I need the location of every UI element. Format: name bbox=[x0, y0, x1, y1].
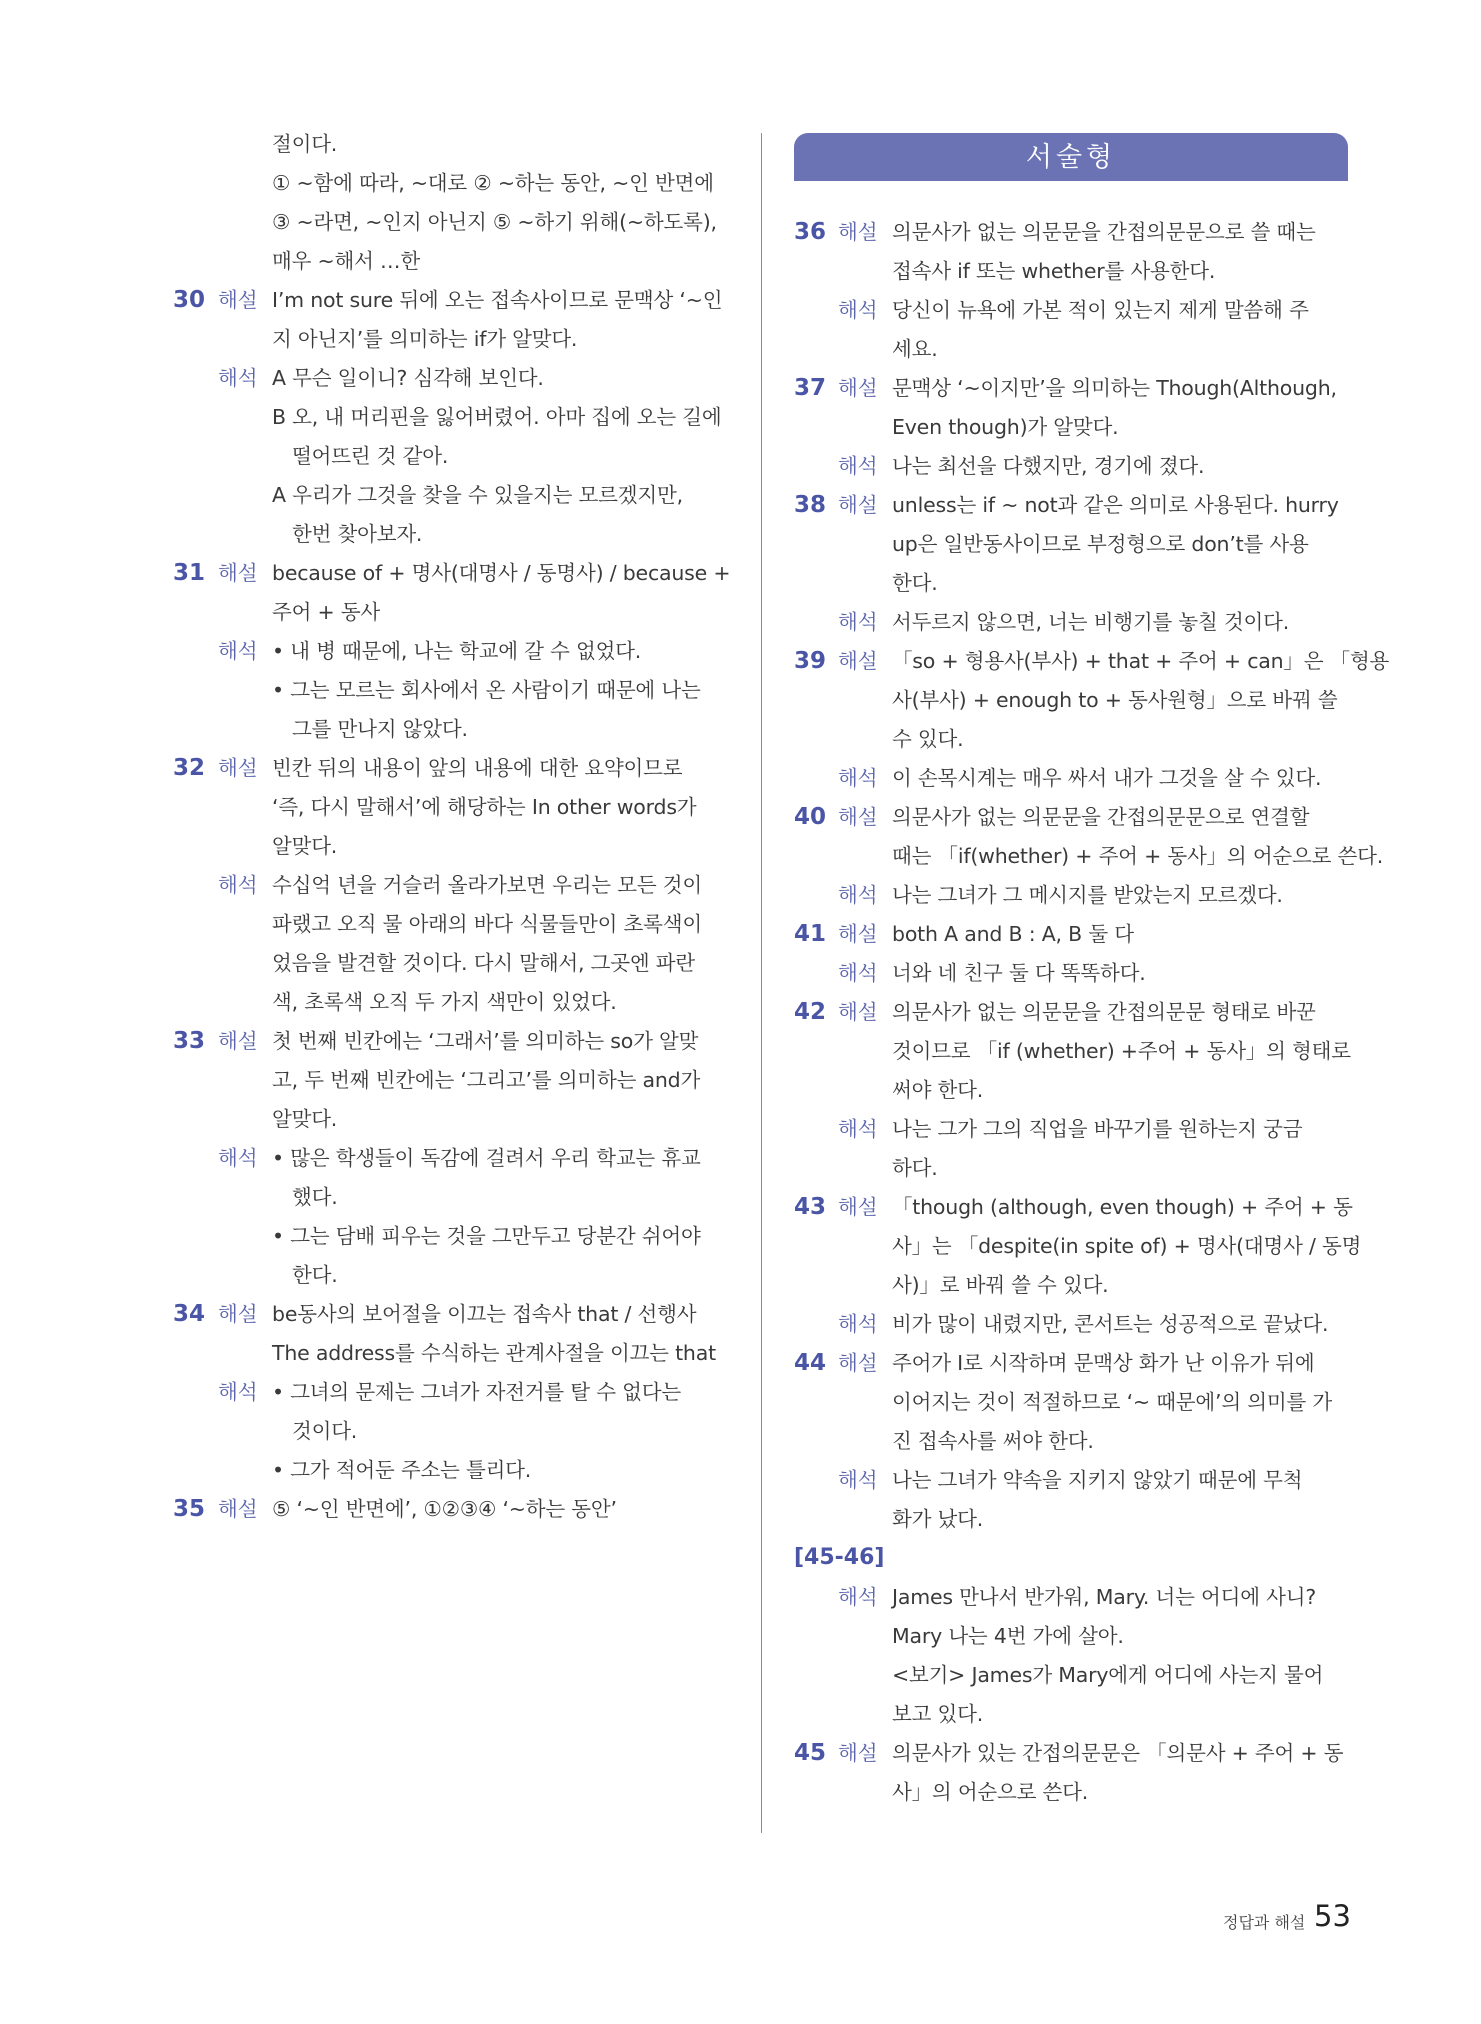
text-line: • 그가 적어둔 주소는 틀리다. bbox=[272, 1458, 532, 1482]
explanation-tag: 해설 bbox=[218, 288, 258, 312]
explanation-tag: 해설 bbox=[838, 922, 878, 946]
text-line: 었음을 발견할 것이다. 다시 말해서, 그곳엔 파란 bbox=[272, 951, 695, 975]
translation-tag: 해석 bbox=[838, 1468, 878, 1492]
question-number: 41 bbox=[794, 921, 827, 947]
text-line: 파랬고 오직 물 아래의 바다 식물들만이 초록색이 bbox=[272, 912, 702, 936]
translation-tag: 해석 bbox=[838, 1585, 878, 1609]
question-number: 37 bbox=[794, 375, 827, 401]
text-line: 알맞다. bbox=[272, 1107, 338, 1131]
text-line: 「so + 형용사(부사) + that + 주어 + can」은 「형용 bbox=[892, 649, 1390, 673]
column-divider bbox=[761, 133, 762, 1833]
translation-tag: 해석 bbox=[838, 883, 878, 907]
text-line: 나는 그녀가 약속을 지키지 않았기 때문에 무척 bbox=[892, 1468, 1303, 1492]
explanation-tag: 해설 bbox=[218, 1497, 258, 1521]
translation-tag: 해석 bbox=[218, 1146, 258, 1170]
text-line: 첫 번째 빈칸에는 ‘그래서’를 의미하는 so가 알맞 bbox=[272, 1029, 699, 1053]
text-line: 절이다. bbox=[272, 132, 338, 156]
text-line: both A and B : A, B 둘 다 bbox=[892, 922, 1134, 946]
question-number: 39 bbox=[794, 648, 827, 674]
text-line: 의문사가 있는 간접의문문은 「의문사 + 주어 + 동 bbox=[892, 1741, 1344, 1765]
question-number: 42 bbox=[794, 999, 827, 1025]
question-group-label: [45-46] bbox=[794, 1545, 885, 1570]
explanation-tag: 해설 bbox=[838, 1351, 878, 1375]
text-line: 사」의 어순으로 쓴다. bbox=[892, 1780, 1089, 1804]
text-line: A 무슨 일이니? 심각해 보인다. bbox=[272, 366, 544, 390]
text-line: 것이다. bbox=[292, 1419, 358, 1443]
translation-tag: 해석 bbox=[838, 610, 878, 634]
text-line: 세요. bbox=[892, 337, 938, 361]
question-number: 40 bbox=[794, 804, 827, 830]
text-line: James 만나서 반가워, Mary. 너는 어디에 사니? bbox=[892, 1585, 1317, 1609]
text-line: • 많은 학생들이 독감에 걸려서 우리 학교는 휴교 bbox=[272, 1146, 701, 1170]
explanation-tag: 해설 bbox=[838, 805, 878, 829]
question-number: 36 bbox=[794, 219, 827, 245]
text-line: 의문사가 없는 의문문을 간접의문문으로 연결할 bbox=[892, 805, 1310, 829]
text-line: 주어 + 동사 bbox=[272, 600, 381, 624]
translation-tag: 해석 bbox=[838, 961, 878, 985]
translation-tag: 해석 bbox=[218, 1380, 258, 1404]
text-line: 이 손목시계는 매우 싸서 내가 그것을 살 수 있다. bbox=[892, 766, 1322, 790]
text-line: 매우 ~해서 …한 bbox=[272, 249, 420, 273]
text-line: 나는 최선을 다했지만, 경기에 졌다. bbox=[892, 454, 1205, 478]
section-header: 서술형 bbox=[794, 133, 1348, 181]
explanation-tag: 해설 bbox=[838, 649, 878, 673]
text-line: 사)」로 바꿔 쓸 수 있다. bbox=[892, 1273, 1109, 1297]
text-line: 했다. bbox=[292, 1185, 338, 1209]
text-line: 서두르지 않으면, 너는 비행기를 놓칠 것이다. bbox=[892, 610, 1290, 634]
text-line: 보고 있다. bbox=[892, 1702, 984, 1726]
text-line: 것이므로 「if (whether) +주어 + 동사」의 형태로 bbox=[892, 1039, 1351, 1063]
question-number: 44 bbox=[794, 1350, 827, 1376]
explanation-tag: 해설 bbox=[218, 561, 258, 585]
text-line: ① ~함에 따라, ~대로 ② ~하는 동안, ~인 반면에 bbox=[272, 171, 714, 195]
text-line: 「though (although, even though) + 주어 + 동 bbox=[892, 1195, 1353, 1219]
text-line: unless는 if ~ not과 같은 의미로 사용된다. hurry bbox=[892, 493, 1339, 517]
text-line: • 그녀의 문제는 그녀가 자전거를 탈 수 없다는 bbox=[272, 1380, 681, 1404]
text-line: 수 있다. bbox=[892, 727, 964, 751]
explanation-tag: 해설 bbox=[838, 220, 878, 244]
question-number: 34 bbox=[173, 1301, 206, 1327]
text-line: ③ ~라면, ~인지 아닌지 ⑤ ~하기 위해(~하도록), bbox=[272, 210, 717, 234]
page-number: 53 bbox=[1314, 1899, 1351, 1933]
text-line: 알맞다. bbox=[272, 834, 338, 858]
explanation-tag: 해설 bbox=[838, 1000, 878, 1024]
translation-tag: 해석 bbox=[218, 639, 258, 663]
question-number: 30 bbox=[173, 287, 206, 313]
translation-tag: 해석 bbox=[838, 454, 878, 478]
text-line: 의문사가 없는 의문문을 간접의문문으로 쓸 때는 bbox=[892, 220, 1316, 244]
text-line: 나는 그녀가 그 메시지를 받았는지 모르겠다. bbox=[892, 883, 1283, 907]
text-line: 한다. bbox=[292, 1263, 338, 1287]
explanation-tag: 해설 bbox=[218, 1302, 258, 1326]
translation-tag: 해석 bbox=[838, 1312, 878, 1336]
translation-tag: 해석 bbox=[838, 298, 878, 322]
question-number: 33 bbox=[173, 1028, 206, 1054]
text-line: 비가 많이 내렸지만, 콘서트는 성공적으로 끝났다. bbox=[892, 1312, 1329, 1336]
text-line: 당신이 뉴욕에 가본 적이 있는지 제게 말씀해 주 bbox=[892, 298, 1309, 322]
text-line: 수십억 년을 거슬러 올라가보면 우리는 모든 것이 bbox=[272, 873, 702, 897]
translation-tag: 해석 bbox=[838, 1117, 878, 1141]
text-line: 진 접속사를 써야 한다. bbox=[892, 1429, 1094, 1453]
question-number: 43 bbox=[794, 1194, 827, 1220]
text-line: 의문사가 없는 의문문을 간접의문문 형태로 바꾼 bbox=[892, 1000, 1316, 1024]
text-line: 지 아닌지’를 의미하는 if가 알맞다. bbox=[272, 327, 578, 351]
text-line: 문맥상 ‘~이지만’을 의미하는 Though(Although, bbox=[892, 376, 1337, 400]
translation-tag: 해석 bbox=[838, 766, 878, 790]
question-number: 38 bbox=[794, 492, 827, 518]
text-line: be동사의 보어절을 이끄는 접속사 that / 선행사 bbox=[272, 1302, 697, 1326]
explanation-tag: 해설 bbox=[838, 1195, 878, 1219]
text-line: 한번 찾아보자. bbox=[292, 522, 423, 546]
explanation-tag: 해설 bbox=[838, 1741, 878, 1765]
text-line: 써야 한다. bbox=[892, 1078, 984, 1102]
footer-label: 정답과 해설 bbox=[1223, 1913, 1306, 1932]
explanation-tag: 해설 bbox=[838, 376, 878, 400]
text-line: The address를 수식하는 관계사절을 이끄는 that bbox=[272, 1341, 716, 1365]
text-line: 한다. bbox=[892, 571, 938, 595]
text-line: 주어가 I로 시작하며 문맥상 화가 난 이유가 뒤에 bbox=[892, 1351, 1315, 1375]
question-number: 31 bbox=[173, 560, 206, 586]
text-line: • 그는 모르는 회사에서 온 사람이기 때문에 나는 bbox=[272, 678, 701, 702]
text-line: 사(부사) + enough to + 동사원형」으로 바꿔 쓸 bbox=[892, 688, 1338, 712]
text-line: 화가 났다. bbox=[892, 1507, 984, 1531]
text-line: B 오, 내 머리핀을 잃어버렸어. 아마 집에 오는 길에 bbox=[272, 405, 722, 429]
translation-tag: 해석 bbox=[218, 366, 258, 390]
question-number: 35 bbox=[173, 1496, 206, 1522]
text-line: Mary 나는 4번 가에 살아. bbox=[892, 1624, 1124, 1648]
text-line: 때는 「if(whether) + 주어 + 동사」의 어순으로 쓴다. bbox=[892, 844, 1384, 868]
explanation-tag: 해설 bbox=[218, 1029, 258, 1053]
text-line: 고, 두 번째 빈칸에는 ‘그리고’를 의미하는 and가 bbox=[272, 1068, 701, 1092]
text-line: • 그는 담배 피우는 것을 그만두고 당분간 쉬어야 bbox=[272, 1224, 701, 1248]
text-line: ‘즉, 다시 말해서’에 해당하는 In other words가 bbox=[272, 795, 697, 819]
explanation-tag: 해설 bbox=[838, 493, 878, 517]
text-line: 너와 네 친구 둘 다 똑똑하다. bbox=[892, 961, 1146, 985]
text-line: 그를 만나지 않았다. bbox=[292, 717, 468, 741]
text-line: 이어지는 것이 적절하므로 ‘~ 때문에’의 의미를 가 bbox=[892, 1390, 1332, 1414]
text-line: Even though)가 알맞다. bbox=[892, 415, 1119, 439]
text-line: 떨어뜨린 것 같아. bbox=[292, 444, 449, 468]
text-line: 색, 초록색 오직 두 가지 색만이 있었다. bbox=[272, 990, 617, 1014]
question-number: 32 bbox=[173, 755, 206, 781]
explanation-tag: 해설 bbox=[218, 756, 258, 780]
text-line: 나는 그가 그의 직업을 바꾸기를 원하는지 궁금 bbox=[892, 1117, 1303, 1141]
text-line: • 내 병 때문에, 나는 학교에 갈 수 없었다. bbox=[272, 639, 642, 663]
text-line: 하다. bbox=[892, 1156, 938, 1180]
text-line: 사」는 「despite(in spite of) + 명사(대명사 / 동명 bbox=[892, 1234, 1362, 1258]
question-number: 45 bbox=[794, 1740, 827, 1766]
text-line: ⑤ ‘~인 반면에’, ①②③④ ‘~하는 동안’ bbox=[272, 1497, 617, 1521]
text-line: up은 일반동사이므로 부정형으로 don’t를 사용 bbox=[892, 532, 1309, 556]
text-line: 접속사 if 또는 whether를 사용한다. bbox=[892, 259, 1216, 283]
text-line: because of + 명사(대명사 / 동명사) / because + bbox=[272, 561, 731, 585]
text-line: 빈칸 뒤의 내용이 앞의 내용에 대한 요약이므로 bbox=[272, 756, 683, 780]
text-line: I’m not sure 뒤에 오는 접속사이므로 문맥상 ‘~인 bbox=[272, 288, 723, 312]
text-line: <보기> James가 Mary에게 어디에 사는지 물어 bbox=[892, 1663, 1324, 1687]
translation-tag: 해석 bbox=[218, 873, 258, 897]
text-line: A 우리가 그것을 찾을 수 있을지는 모르겠지만, bbox=[272, 483, 683, 507]
